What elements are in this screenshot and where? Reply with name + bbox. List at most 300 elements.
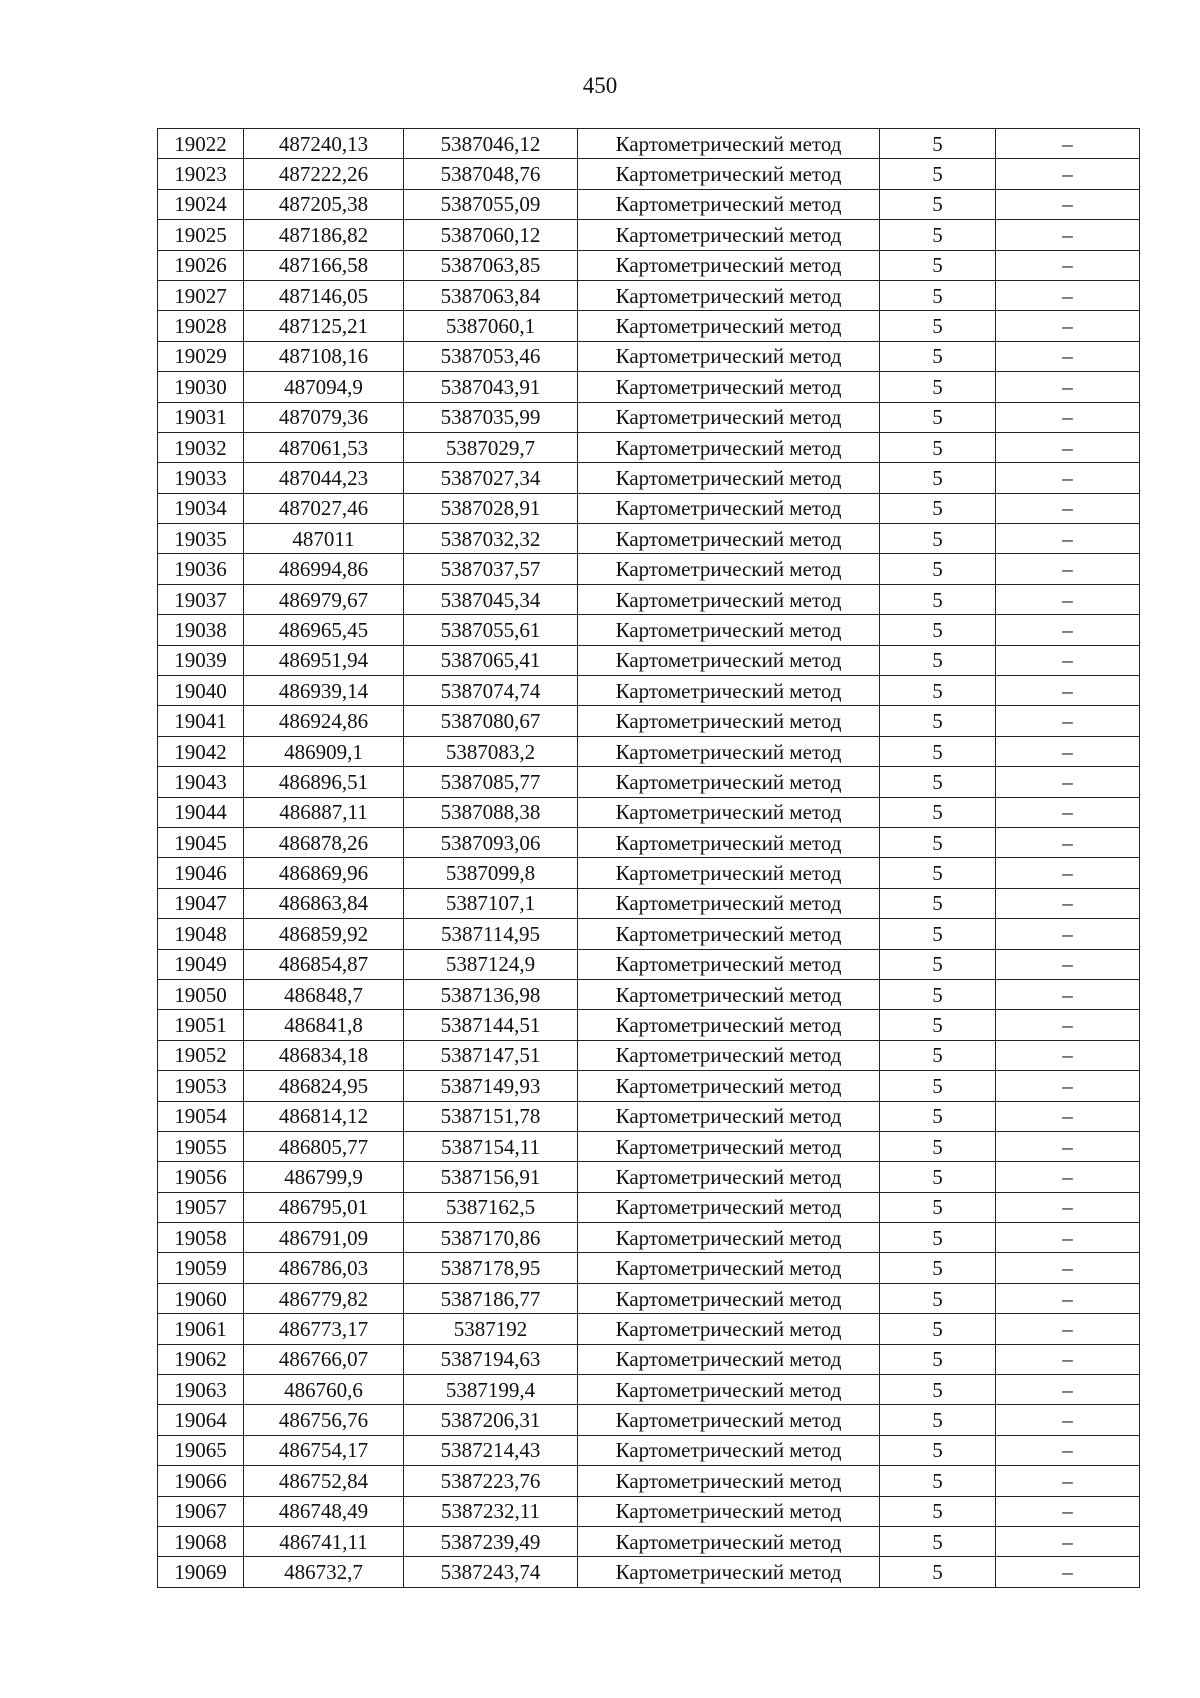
method-cell: Картометрический метод: [578, 645, 880, 675]
method-cell: Картометрический метод: [578, 827, 880, 857]
description-cell: –: [996, 858, 1140, 888]
y-coordinate-cell: 5387151,78: [404, 1101, 578, 1131]
accuracy-cell: 5: [880, 1314, 996, 1344]
point-number-cell: 19028: [158, 311, 244, 341]
description-cell: –: [996, 1192, 1140, 1222]
description-cell: –: [996, 706, 1140, 736]
method-cell: Картометрический метод: [578, 463, 880, 493]
point-number-cell: 19029: [158, 341, 244, 371]
method-cell: Картометрический метод: [578, 372, 880, 402]
description-cell: –: [996, 1101, 1140, 1131]
table-row: [158, 463, 1140, 493]
point-number-cell: 19060: [158, 1283, 244, 1313]
table-row: [158, 372, 1140, 402]
method-cell: Картометрический метод: [578, 220, 880, 250]
point-number-cell: 19058: [158, 1223, 244, 1253]
y-coordinate-cell: 5387045,34: [404, 584, 578, 614]
accuracy-cell: 5: [880, 645, 996, 675]
table-row: [158, 1223, 1140, 1253]
accuracy-cell: 5: [880, 1466, 996, 1496]
description-cell: –: [996, 1375, 1140, 1405]
page-number: 450: [582, 73, 618, 98]
accuracy-cell: 5: [880, 220, 996, 250]
accuracy-cell: 5: [880, 1526, 996, 1556]
table-row: [158, 1344, 1140, 1374]
method-cell: Картометрический метод: [578, 1466, 880, 1496]
accuracy-cell: 5: [880, 1071, 996, 1101]
x-coordinate-cell: 486869,96: [244, 858, 404, 888]
method-cell: Картометрический метод: [578, 1071, 880, 1101]
y-coordinate-cell: 5387186,77: [404, 1283, 578, 1313]
x-coordinate-cell: 486805,77: [244, 1131, 404, 1161]
method-cell: Картометрический метод: [578, 554, 880, 584]
x-coordinate-cell: 487108,16: [244, 341, 404, 371]
point-number-cell: 19039: [158, 645, 244, 675]
point-number-cell: 19034: [158, 493, 244, 523]
point-number-cell: 19069: [158, 1557, 244, 1587]
accuracy-cell: 5: [880, 372, 996, 402]
point-number-cell: 19050: [158, 979, 244, 1009]
y-coordinate-cell: 5387156,91: [404, 1162, 578, 1192]
table-row: [158, 706, 1140, 736]
x-coordinate-cell: 486848,7: [244, 979, 404, 1009]
table-row: [158, 888, 1140, 918]
description-cell: –: [996, 493, 1140, 523]
table-row: [158, 432, 1140, 462]
method-cell: Картометрический метод: [578, 584, 880, 614]
description-cell: –: [996, 1526, 1140, 1556]
x-coordinate-cell: 486741,11: [244, 1526, 404, 1556]
description-cell: –: [996, 584, 1140, 614]
method-cell: Картометрический метод: [578, 858, 880, 888]
table-row: [158, 1283, 1140, 1313]
point-number-cell: 19061: [158, 1314, 244, 1344]
y-coordinate-cell: 5387085,77: [404, 767, 578, 797]
accuracy-cell: 5: [880, 129, 996, 159]
accuracy-cell: 5: [880, 189, 996, 219]
x-coordinate-cell: 486863,84: [244, 888, 404, 918]
accuracy-cell: 5: [880, 1435, 996, 1465]
table-row: [158, 1131, 1140, 1161]
accuracy-cell: 5: [880, 858, 996, 888]
y-coordinate-cell: 5387080,67: [404, 706, 578, 736]
y-coordinate-cell: 5387046,12: [404, 129, 578, 159]
y-coordinate-cell: 5387055,09: [404, 189, 578, 219]
x-coordinate-cell: 487094,9: [244, 372, 404, 402]
coordinates-table: [157, 128, 1140, 1588]
accuracy-cell: 5: [880, 797, 996, 827]
x-coordinate-cell: 486799,9: [244, 1162, 404, 1192]
method-cell: Картометрический метод: [578, 1162, 880, 1192]
table-row: [158, 767, 1140, 797]
description-cell: –: [996, 463, 1140, 493]
y-coordinate-cell: 5387053,46: [404, 341, 578, 371]
accuracy-cell: 5: [880, 1253, 996, 1283]
method-cell: Картометрический метод: [578, 1344, 880, 1374]
y-coordinate-cell: 5387239,49: [404, 1526, 578, 1556]
method-cell: Картометрический метод: [578, 1010, 880, 1040]
description-cell: –: [996, 615, 1140, 645]
method-cell: Картометрический метод: [578, 1526, 880, 1556]
accuracy-cell: 5: [880, 524, 996, 554]
point-number-cell: 19041: [158, 706, 244, 736]
table-row: [158, 1192, 1140, 1222]
accuracy-cell: 5: [880, 159, 996, 189]
description-cell: –: [996, 1071, 1140, 1101]
accuracy-cell: 5: [880, 1040, 996, 1070]
method-cell: Картометрический метод: [578, 615, 880, 645]
method-cell: Картометрический метод: [578, 1223, 880, 1253]
table-row: [158, 1010, 1140, 1040]
accuracy-cell: 5: [880, 1131, 996, 1161]
y-coordinate-cell: 5387243,74: [404, 1557, 578, 1587]
point-number-cell: 19043: [158, 767, 244, 797]
accuracy-cell: 5: [880, 949, 996, 979]
method-cell: Картометрический метод: [578, 1557, 880, 1587]
y-coordinate-cell: 5387065,41: [404, 645, 578, 675]
description-cell: –: [996, 645, 1140, 675]
description-cell: –: [996, 1010, 1140, 1040]
description-cell: –: [996, 554, 1140, 584]
x-coordinate-cell: 487061,53: [244, 432, 404, 462]
table-row: [158, 919, 1140, 949]
accuracy-cell: 5: [880, 919, 996, 949]
x-coordinate-cell: 486965,45: [244, 615, 404, 645]
accuracy-cell: 5: [880, 1010, 996, 1040]
accuracy-cell: 5: [880, 311, 996, 341]
description-cell: –: [996, 220, 1140, 250]
method-cell: Картометрический метод: [578, 676, 880, 706]
table-row: [158, 858, 1140, 888]
accuracy-cell: 5: [880, 432, 996, 462]
y-coordinate-cell: 5387032,32: [404, 524, 578, 554]
x-coordinate-cell: 487222,26: [244, 159, 404, 189]
x-coordinate-cell: 487044,23: [244, 463, 404, 493]
method-cell: Картометрический метод: [578, 949, 880, 979]
point-number-cell: 19053: [158, 1071, 244, 1101]
description-cell: –: [996, 1314, 1140, 1344]
point-number-cell: 19026: [158, 250, 244, 280]
point-number-cell: 19067: [158, 1496, 244, 1526]
y-coordinate-cell: 5387178,95: [404, 1253, 578, 1283]
y-coordinate-cell: 5387043,91: [404, 372, 578, 402]
description-cell: –: [996, 1466, 1140, 1496]
x-coordinate-cell: 486939,14: [244, 676, 404, 706]
y-coordinate-cell: 5387214,43: [404, 1435, 578, 1465]
y-coordinate-cell: 5387194,63: [404, 1344, 578, 1374]
x-coordinate-cell: 486791,09: [244, 1223, 404, 1253]
x-coordinate-cell: 486748,49: [244, 1496, 404, 1526]
x-coordinate-cell: 486760,6: [244, 1375, 404, 1405]
accuracy-cell: 5: [880, 827, 996, 857]
point-number-cell: 19023: [158, 159, 244, 189]
point-number-cell: 19036: [158, 554, 244, 584]
table-row: [158, 1253, 1140, 1283]
x-coordinate-cell: 486909,1: [244, 736, 404, 766]
accuracy-cell: 5: [880, 493, 996, 523]
table-row: [158, 493, 1140, 523]
table-row: [158, 1466, 1140, 1496]
method-cell: Картометрический метод: [578, 250, 880, 280]
table-row: [158, 827, 1140, 857]
x-coordinate-cell: 486834,18: [244, 1040, 404, 1070]
method-cell: Картометрический метод: [578, 524, 880, 554]
y-coordinate-cell: 5387028,91: [404, 493, 578, 523]
method-cell: Картометрический метод: [578, 1283, 880, 1313]
point-number-cell: 19022: [158, 129, 244, 159]
description-cell: –: [996, 524, 1140, 554]
point-number-cell: 19027: [158, 280, 244, 310]
y-coordinate-cell: 5387144,51: [404, 1010, 578, 1040]
description-cell: –: [996, 280, 1140, 310]
description-cell: –: [996, 129, 1140, 159]
method-cell: Картометрический метод: [578, 797, 880, 827]
point-number-cell: 19048: [158, 919, 244, 949]
table-row: [158, 1375, 1140, 1405]
x-coordinate-cell: 486841,8: [244, 1010, 404, 1040]
point-number-cell: 19065: [158, 1435, 244, 1465]
x-coordinate-cell: 487146,05: [244, 280, 404, 310]
accuracy-cell: 5: [880, 584, 996, 614]
table-row: [158, 979, 1140, 1009]
point-number-cell: 19051: [158, 1010, 244, 1040]
y-coordinate-cell: 5387027,34: [404, 463, 578, 493]
accuracy-cell: 5: [880, 1344, 996, 1374]
table-row: [158, 1526, 1140, 1556]
x-coordinate-cell: 487240,13: [244, 129, 404, 159]
description-cell: –: [996, 919, 1140, 949]
y-coordinate-cell: 5387035,99: [404, 402, 578, 432]
accuracy-cell: 5: [880, 341, 996, 371]
method-cell: Картометрический метод: [578, 159, 880, 189]
accuracy-cell: 5: [880, 1223, 996, 1253]
point-number-cell: 19044: [158, 797, 244, 827]
x-coordinate-cell: 486824,95: [244, 1071, 404, 1101]
description-cell: –: [996, 311, 1140, 341]
table-row: [158, 1557, 1140, 1587]
accuracy-cell: 5: [880, 706, 996, 736]
y-coordinate-cell: 5387199,4: [404, 1375, 578, 1405]
y-coordinate-cell: 5387063,85: [404, 250, 578, 280]
description-cell: –: [996, 827, 1140, 857]
table-row: [158, 311, 1140, 341]
method-cell: Картометрический метод: [578, 767, 880, 797]
description-cell: –: [996, 1344, 1140, 1374]
table-row: [158, 1071, 1140, 1101]
point-number-cell: 19045: [158, 827, 244, 857]
accuracy-cell: 5: [880, 767, 996, 797]
table-row: [158, 676, 1140, 706]
description-cell: –: [996, 372, 1140, 402]
x-coordinate-cell: 487079,36: [244, 402, 404, 432]
table-row: [158, 524, 1140, 554]
x-coordinate-cell: 486924,86: [244, 706, 404, 736]
point-number-cell: 19042: [158, 736, 244, 766]
x-coordinate-cell: 486859,92: [244, 919, 404, 949]
description-cell: –: [996, 797, 1140, 827]
method-cell: Картометрический метод: [578, 1405, 880, 1435]
y-coordinate-cell: 5387124,9: [404, 949, 578, 979]
method-cell: Картометрический метод: [578, 736, 880, 766]
method-cell: Картометрический метод: [578, 1040, 880, 1070]
x-coordinate-cell: 487011: [244, 524, 404, 554]
x-coordinate-cell: 486779,82: [244, 1283, 404, 1313]
description-cell: –: [996, 1131, 1140, 1161]
accuracy-cell: 5: [880, 1557, 996, 1587]
x-coordinate-cell: 487166,58: [244, 250, 404, 280]
method-cell: Картометрический метод: [578, 189, 880, 219]
point-number-cell: 19040: [158, 676, 244, 706]
y-coordinate-cell: 5387093,06: [404, 827, 578, 857]
method-cell: Картометрический метод: [578, 706, 880, 736]
description-cell: –: [996, 189, 1140, 219]
description-cell: –: [996, 888, 1140, 918]
y-coordinate-cell: 5387192: [404, 1314, 578, 1344]
point-number-cell: 19059: [158, 1253, 244, 1283]
y-coordinate-cell: 5387114,95: [404, 919, 578, 949]
x-coordinate-cell: 486773,17: [244, 1314, 404, 1344]
point-number-cell: 19038: [158, 615, 244, 645]
description-cell: –: [996, 1435, 1140, 1465]
point-number-cell: 19056: [158, 1162, 244, 1192]
description-cell: –: [996, 432, 1140, 462]
table-row: [158, 1162, 1140, 1192]
table-row: [158, 615, 1140, 645]
accuracy-cell: 5: [880, 1496, 996, 1526]
x-coordinate-cell: 486786,03: [244, 1253, 404, 1283]
point-number-cell: 19025: [158, 220, 244, 250]
point-number-cell: 19068: [158, 1526, 244, 1556]
method-cell: Картометрический метод: [578, 1375, 880, 1405]
table-row: [158, 1435, 1140, 1465]
method-cell: Картометрический метод: [578, 129, 880, 159]
method-cell: Картометрический метод: [578, 979, 880, 1009]
point-number-cell: 19066: [158, 1466, 244, 1496]
description-cell: –: [996, 159, 1140, 189]
method-cell: Картометрический метод: [578, 1131, 880, 1161]
point-number-cell: 19062: [158, 1344, 244, 1374]
table-row: [158, 280, 1140, 310]
table-row: [158, 1314, 1140, 1344]
method-cell: Картометрический метод: [578, 1314, 880, 1344]
y-coordinate-cell: 5387055,61: [404, 615, 578, 645]
accuracy-cell: 5: [880, 554, 996, 584]
accuracy-cell: 5: [880, 250, 996, 280]
x-coordinate-cell: 486878,26: [244, 827, 404, 857]
y-coordinate-cell: 5387060,1: [404, 311, 578, 341]
y-coordinate-cell: 5387083,2: [404, 736, 578, 766]
y-coordinate-cell: 5387060,12: [404, 220, 578, 250]
point-number-cell: 19032: [158, 432, 244, 462]
method-cell: Картометрический метод: [578, 1435, 880, 1465]
method-cell: Картометрический метод: [578, 311, 880, 341]
accuracy-cell: 5: [880, 280, 996, 310]
point-number-cell: 19031: [158, 402, 244, 432]
accuracy-cell: 5: [880, 979, 996, 1009]
x-coordinate-cell: 486951,94: [244, 645, 404, 675]
x-coordinate-cell: 486732,7: [244, 1557, 404, 1587]
method-cell: Картометрический метод: [578, 493, 880, 523]
point-number-cell: 19057: [158, 1192, 244, 1222]
method-cell: Картометрический метод: [578, 402, 880, 432]
x-coordinate-cell: 487205,38: [244, 189, 404, 219]
description-cell: –: [996, 402, 1140, 432]
table-row: [158, 1496, 1140, 1526]
method-cell: Картометрический метод: [578, 1192, 880, 1222]
accuracy-cell: 5: [880, 1162, 996, 1192]
x-coordinate-cell: 486766,07: [244, 1344, 404, 1374]
method-cell: Картометрический метод: [578, 1253, 880, 1283]
table-row: [158, 159, 1140, 189]
description-cell: –: [996, 736, 1140, 766]
accuracy-cell: 5: [880, 888, 996, 918]
table-row: [158, 584, 1140, 614]
y-coordinate-cell: 5387223,76: [404, 1466, 578, 1496]
point-number-cell: 19037: [158, 584, 244, 614]
description-cell: –: [996, 341, 1140, 371]
table-row: [158, 949, 1140, 979]
description-cell: –: [996, 1557, 1140, 1587]
point-number-cell: 19046: [158, 858, 244, 888]
x-coordinate-cell: 486887,11: [244, 797, 404, 827]
x-coordinate-cell: 486896,51: [244, 767, 404, 797]
accuracy-cell: 5: [880, 676, 996, 706]
table-row: [158, 645, 1140, 675]
method-cell: Картометрический метод: [578, 1101, 880, 1131]
description-cell: –: [996, 1405, 1140, 1435]
method-cell: Картометрический метод: [578, 432, 880, 462]
point-number-cell: 19054: [158, 1101, 244, 1131]
description-cell: –: [996, 979, 1140, 1009]
x-coordinate-cell: 486979,67: [244, 584, 404, 614]
table-row: [158, 736, 1140, 766]
point-number-cell: 19035: [158, 524, 244, 554]
y-coordinate-cell: 5387136,98: [404, 979, 578, 1009]
description-cell: –: [996, 767, 1140, 797]
y-coordinate-cell: 5387074,74: [404, 676, 578, 706]
point-number-cell: 19030: [158, 372, 244, 402]
x-coordinate-cell: 486994,86: [244, 554, 404, 584]
table-row: [158, 1405, 1140, 1435]
description-cell: –: [996, 1253, 1140, 1283]
x-coordinate-cell: 486795,01: [244, 1192, 404, 1222]
method-cell: Картометрический метод: [578, 888, 880, 918]
point-number-cell: 19055: [158, 1131, 244, 1161]
x-coordinate-cell: 487186,82: [244, 220, 404, 250]
accuracy-cell: 5: [880, 1375, 996, 1405]
table-row: [158, 797, 1140, 827]
point-number-cell: 19047: [158, 888, 244, 918]
description-cell: –: [996, 1283, 1140, 1313]
accuracy-cell: 5: [880, 402, 996, 432]
table-row: [158, 1101, 1140, 1131]
y-coordinate-cell: 5387162,5: [404, 1192, 578, 1222]
y-coordinate-cell: 5387107,1: [404, 888, 578, 918]
point-number-cell: 19052: [158, 1040, 244, 1070]
y-coordinate-cell: 5387149,93: [404, 1071, 578, 1101]
description-cell: –: [996, 1496, 1140, 1526]
accuracy-cell: 5: [880, 1192, 996, 1222]
x-coordinate-cell: 486756,76: [244, 1405, 404, 1435]
accuracy-cell: 5: [880, 1405, 996, 1435]
table-row: [158, 129, 1140, 159]
accuracy-cell: 5: [880, 1101, 996, 1131]
description-cell: –: [996, 1162, 1140, 1192]
table-row: [158, 402, 1140, 432]
description-cell: –: [996, 250, 1140, 280]
x-coordinate-cell: 486814,12: [244, 1101, 404, 1131]
coordinates-table-body: [158, 129, 1140, 1588]
